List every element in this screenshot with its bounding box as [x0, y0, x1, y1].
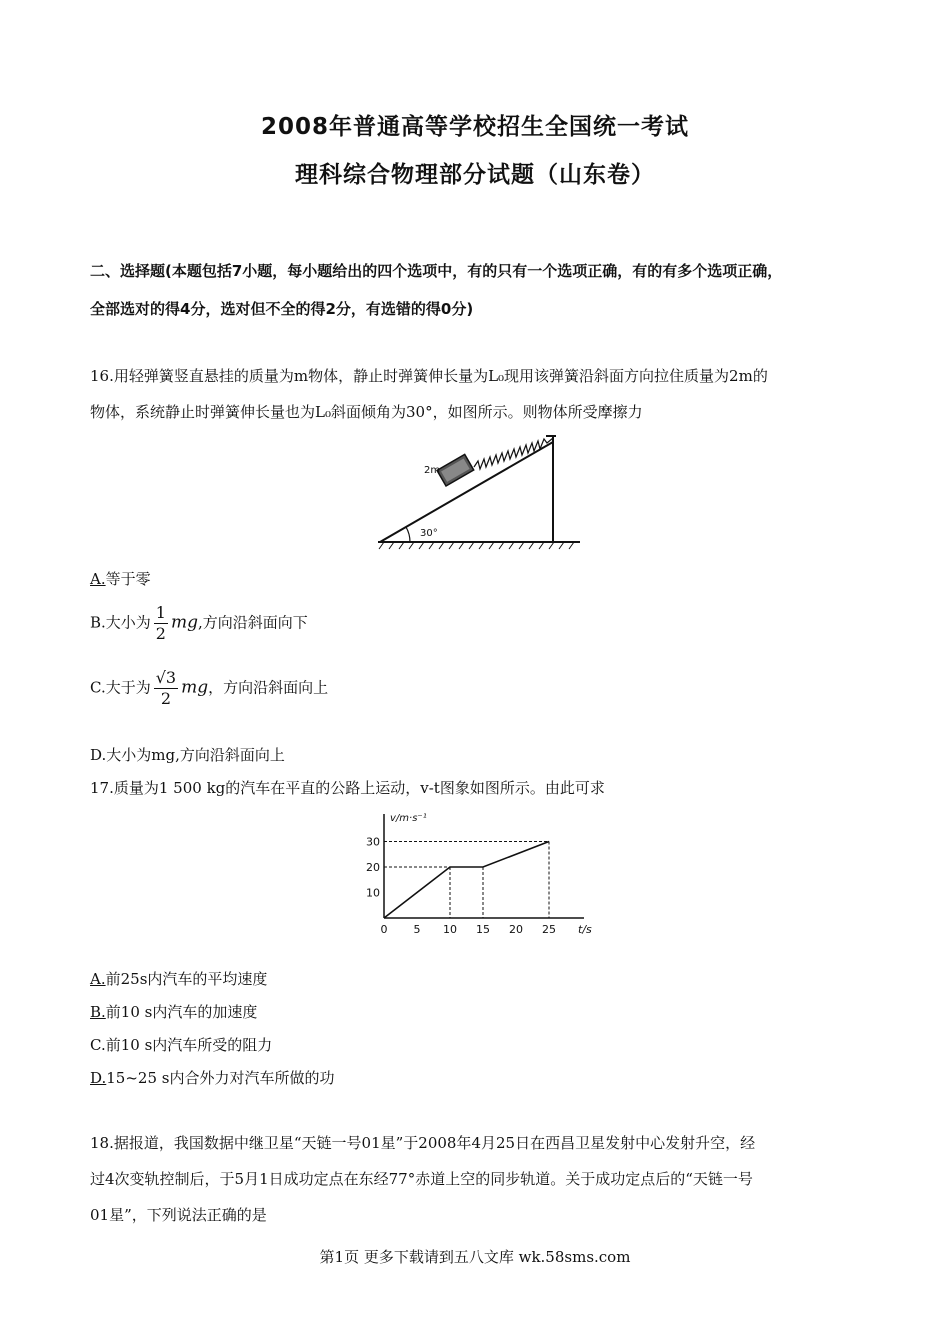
- q17-option-a-text: 前25s内汽车的平均速度: [105, 970, 268, 988]
- q17-option-d: [90, 1067, 334, 1088]
- q16-option-a-text: 等于零: [105, 570, 151, 588]
- q16-option-c-variable: mg: [181, 677, 209, 698]
- q16-option-c-prefix: C.大于为: [90, 678, 151, 697]
- q16-option-b-suffix: ,方向沿斜面向下: [198, 613, 308, 632]
- angle-arc: [406, 527, 410, 542]
- q17-option-a: [90, 968, 267, 989]
- q17-option-b-text: 前10 s内汽车的加速度: [105, 1003, 258, 1021]
- section-instructions-line2: 全部选对的得4分，选对但不全的得2分，有选错的得0分): [90, 300, 474, 318]
- q16-incline-figure: [370, 428, 585, 553]
- q17-stem: 17.质量为1 500 kg的汽车在平直的公路上运动，v-t图象如图所示。由此可求: [90, 779, 605, 797]
- y-tick-label: 30: [366, 835, 380, 849]
- q16-option-b-prefix: B.大小为: [90, 613, 151, 632]
- q18-stem-line1: 18.据报道，我国数据中继卫星“天链一号01星”于2008年4月25日在西昌卫星发射中心发射升空，经: [90, 1134, 756, 1152]
- q16-option-d: D.大小为mg,方向沿斜面向上: [90, 746, 285, 764]
- q18-stem-line3: 01星”，下列说法正确的是: [90, 1206, 267, 1224]
- page-footer: 第1页 更多下载请到五八文库 wk.58sms.com: [319, 1248, 631, 1266]
- y-tick-label: 10: [366, 886, 380, 900]
- y-tick-label: 20: [366, 861, 380, 874]
- mass-block: [437, 454, 474, 486]
- q17-vt-chart: [350, 808, 595, 938]
- q16-option-b-variable: mg: [170, 612, 198, 633]
- q16-option-c-suffix: ，方向沿斜面向上: [208, 678, 329, 697]
- x-tick-label: 5: [413, 923, 421, 936]
- fraction-numerator: 1: [155, 603, 166, 622]
- q16-option-b: [90, 603, 308, 644]
- q16-option-a-letter: A.: [90, 570, 106, 588]
- fraction-denominator: 2: [160, 689, 171, 708]
- q17-option-b: [90, 1001, 257, 1022]
- q17-option-c: C.前10 s内汽车所受的阻力: [90, 1036, 273, 1054]
- q17-option-b-letter: B.: [90, 1003, 106, 1021]
- y-axis-label: v/m·s⁻¹: [390, 813, 427, 824]
- section-instructions-line1: 二、选择题(本题包括7小题，每小题给出的四个选项中，有的只有一个选项正确，有的有多个选项正确，: [90, 262, 783, 280]
- x-axis-label: t/s: [578, 923, 592, 936]
- fraction-denominator: 2: [155, 624, 166, 643]
- q17-option-d-text: 15~25 s内合外力对汽车所做的功: [106, 1069, 335, 1087]
- x-tick-label: 25: [542, 923, 556, 936]
- fraction-numerator: √3: [155, 668, 177, 687]
- q16-option-c-fraction: [154, 668, 178, 709]
- q17-option-a-letter: A.: [90, 970, 106, 988]
- q17-option-d-letter: D.: [90, 1069, 107, 1087]
- x-tick-label: 20: [509, 923, 523, 936]
- velocity-series-line: [384, 842, 549, 919]
- q16-option-a: [90, 568, 151, 589]
- ground-hatch: [379, 542, 574, 549]
- angle-label: 30°: [420, 528, 438, 539]
- mass-label: 2m: [424, 465, 441, 476]
- exam-subtitle: 理科综合物理部分试题（山东卷）: [295, 162, 655, 188]
- q18-stem-line2: 过4次变轨控制后，于5月1日成功定点在东经77°赤道上空的同步轨道。关于成功定点后的“天链一号: [90, 1170, 753, 1188]
- q16-option-c: [90, 668, 328, 709]
- exam-title: 2008年普通高等学校招生全国统一考试: [260, 114, 689, 140]
- q16-stem-line1: 16.用轻弹簧竖直悬挂的质量为m物体，静止时弹簧伸长量为L₀现用该弹簧沿斜面方向拉住质量为2m的: [90, 367, 768, 385]
- q16-stem-line2: 物体，系统静止时弹簧伸长量也为L₀斜面倾角为30°，如图所示。则物体所受摩擦力: [90, 403, 643, 421]
- q16-option-b-fraction: [154, 603, 168, 644]
- x-tick-label: 10: [443, 923, 457, 936]
- x-tick-label: 0: [380, 923, 388, 936]
- x-tick-label: 15: [476, 923, 490, 936]
